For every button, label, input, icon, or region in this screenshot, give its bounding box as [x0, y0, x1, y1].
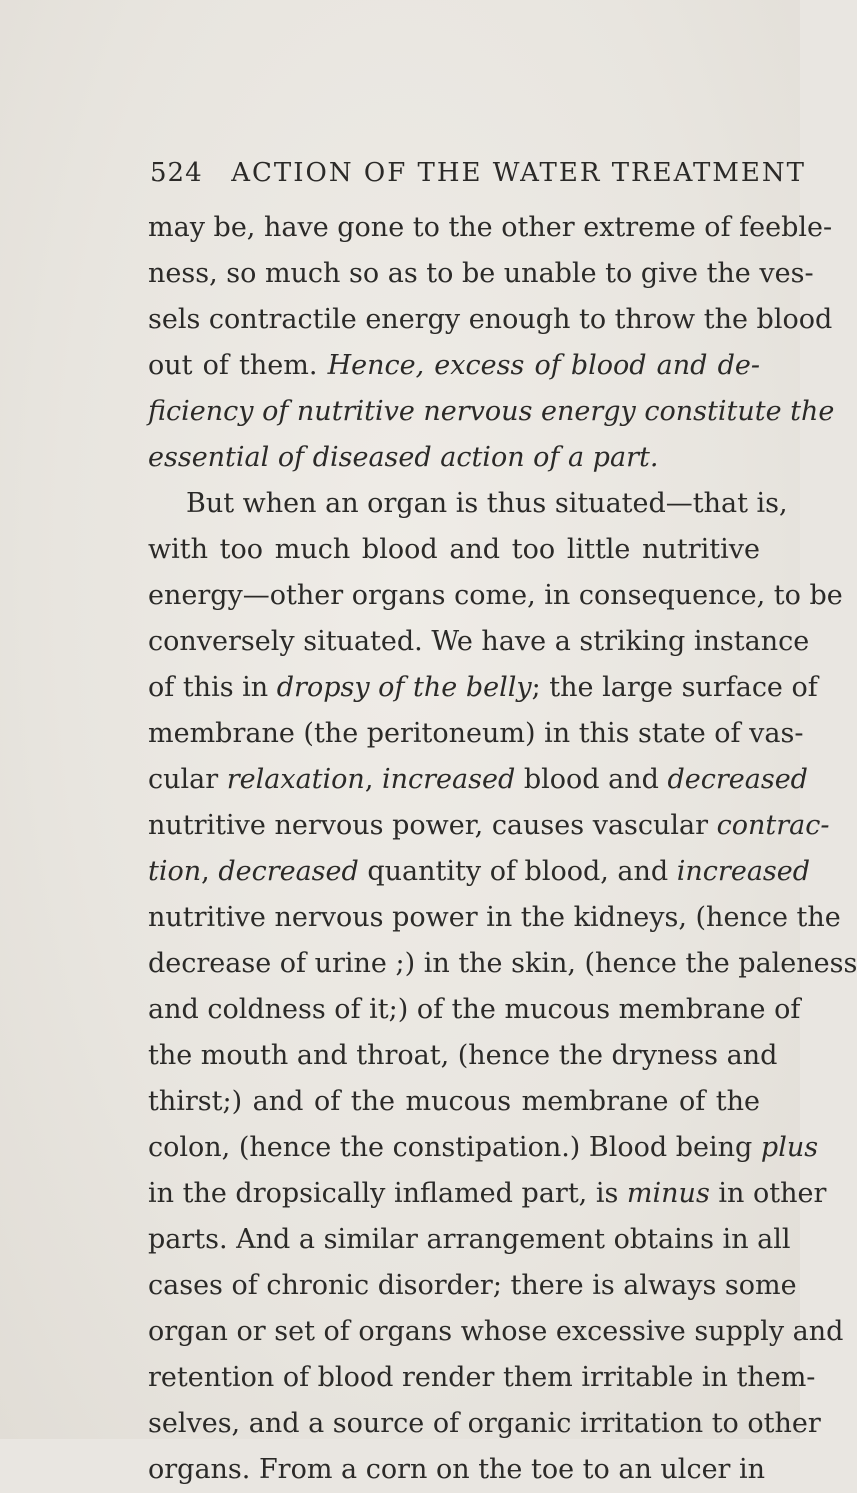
- text-line: essential of diseased action of a part.: [148, 442, 659, 473]
- text-line: ficiency of nutritive nervous energy constitute the: [148, 396, 835, 427]
- text-line: conversely situated. We have a striking instance: [148, 626, 810, 657]
- text-line: nutritive nervous power in the kidneys, (hence the: [148, 902, 841, 933]
- text-line: and coldness of it;) of the mucous membrane of: [148, 994, 801, 1025]
- text-line: energy—other organs come, in consequence, to be: [148, 580, 843, 611]
- text-line: membrane (the peritoneum) in this state of vas-: [148, 718, 804, 749]
- text-line: selves, and a source of organic irritation to other: [148, 1408, 821, 1439]
- paragraph-start-line: But when an organ is thus situated—that is,: [186, 488, 788, 519]
- text-line: of this in dropsy of the belly; the large surface of: [148, 672, 818, 703]
- text-line: thirst;) and of the mucous membrane of the: [148, 1086, 760, 1117]
- text-line: decrease of urine ;) in the skin, (hence the paleness: [148, 948, 857, 979]
- text-line: ness, so much so as to be unable to give the ves-: [148, 258, 814, 289]
- text-line: tion, decreased quantity of blood, and increased: [148, 856, 811, 887]
- running-title: ACTION OF THE WATER TREATMENT: [231, 158, 806, 188]
- text-line: out of them. Hence, excess of blood and de-: [148, 350, 760, 381]
- text-line: sels contractile energy enough to throw the blood: [148, 304, 833, 335]
- text-line: retention of blood render them irritable in them-: [148, 1362, 816, 1393]
- page-number: 524: [150, 158, 203, 188]
- text-line: organ or set of organs whose excessive supply and: [148, 1316, 844, 1347]
- body-text: [148, 205, 857, 1493]
- text-line: parts. And a similar arrangement obtains in all: [148, 1224, 791, 1255]
- text-line: colon, (hence the constipation.) Blood being plus: [148, 1132, 819, 1163]
- text-line: in the dropsically inflamed part, is minus in other: [148, 1178, 827, 1209]
- text-line: organs. From a corn on the toe to an ulcer in: [148, 1454, 766, 1485]
- text-line: nutritive nervous power, causes vascular contrac-: [148, 810, 830, 841]
- text-line: with too much blood and too little nutritive: [148, 534, 760, 565]
- text-line: the mouth and throat, (hence the dryness and: [148, 1040, 778, 1071]
- text-line: may be, have gone to the other extreme of feeble-: [148, 212, 833, 243]
- text-line: cular relaxation, increased blood and decreased: [148, 764, 808, 795]
- running-head: [150, 158, 806, 188]
- text-line: cases of chronic disorder; there is always some: [148, 1270, 797, 1301]
